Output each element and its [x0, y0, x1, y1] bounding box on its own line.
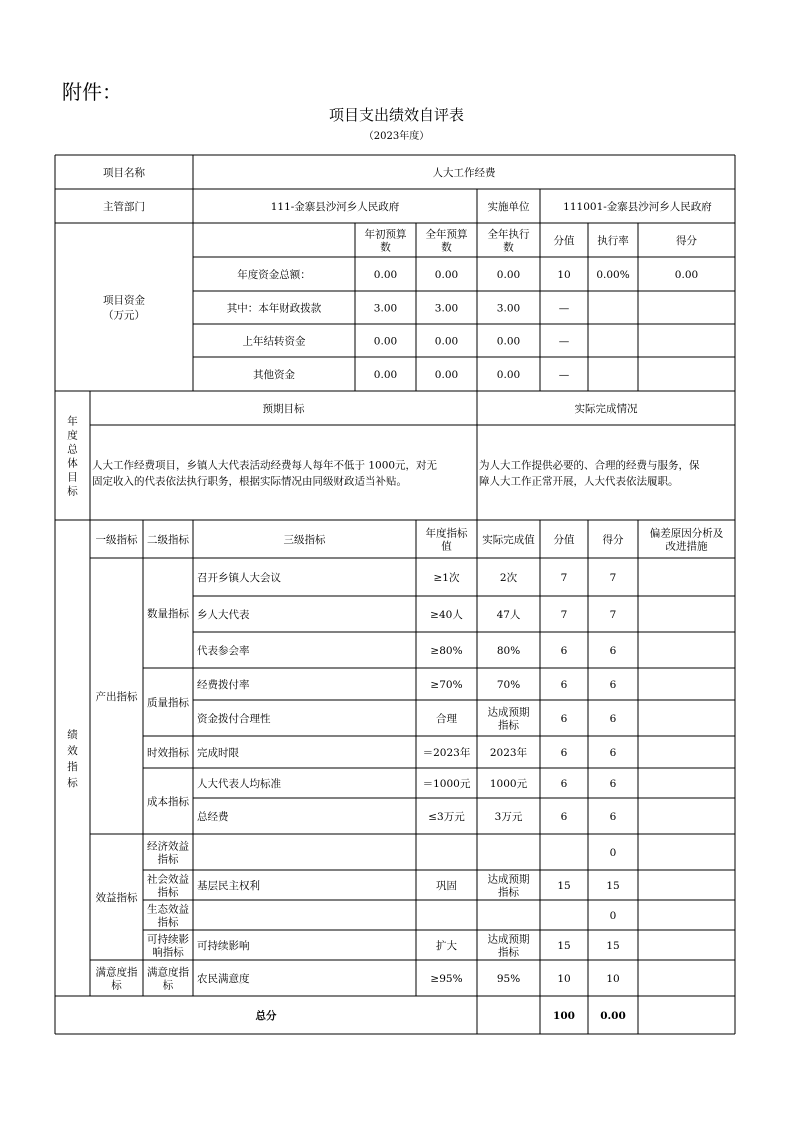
level1-output: 产出指标 [95, 691, 138, 703]
funds-row-full: 0.00 [434, 269, 459, 281]
unit-value: 111001-金寨县沙河乡人民政府 [563, 201, 712, 213]
goals-label: 度 [67, 429, 78, 442]
project-name-value: 人大工作经费 [432, 167, 496, 179]
indicator-score: 7 [560, 572, 568, 584]
indicator-score: 6 [560, 778, 568, 790]
indicator-points: 6 [609, 713, 617, 725]
level2-economic: 指标 [157, 853, 179, 866]
indicator-points: 15 [606, 940, 620, 952]
indicator-points: 7 [609, 609, 617, 621]
dept-value: 111-金寨县沙河乡人民政府 [270, 201, 400, 213]
indicator-name: 可持续影响 [197, 940, 250, 952]
level1-satisfaction: 标 [111, 979, 122, 992]
funds-row-score: 10 [557, 269, 571, 281]
indicator-actual: 3万元 [494, 811, 523, 823]
indicators-label: 指 [67, 761, 78, 773]
indicator-score: 7 [560, 609, 568, 621]
level2-quality: 质量指标 [147, 697, 189, 709]
level2-timeliness: 时效指标 [147, 747, 189, 759]
indicator-points: 10 [606, 973, 620, 985]
ind-header-level1: 一级指标 [95, 534, 138, 546]
level1-satisfaction: 满意度指 [95, 966, 138, 979]
indicator-score: 6 [560, 747, 568, 759]
indicator-points: 6 [609, 747, 617, 759]
indicator-target: 扩大 [436, 940, 457, 952]
indicator-actual: 1000元 [489, 778, 528, 790]
ind-header-level3: 三级指标 [283, 534, 326, 546]
dept-label: 主管部门 [103, 201, 145, 213]
goals-expected-text: 固定收入的代表依法执行职务，根据实际情况由同级财政适当补贴。 [92, 475, 407, 488]
total-points: 0.00 [600, 1010, 626, 1022]
funds-header-exec: 数 [503, 241, 514, 254]
indicator-name: 完成时限 [197, 747, 239, 759]
funds-row-initial: 0.00 [373, 269, 398, 281]
indicator-name: 代表参会率 [197, 645, 250, 657]
level2-economic: 经济效益 [147, 840, 189, 853]
ind-header-score: 分值 [553, 534, 575, 546]
page-title: 项目支出绩效自评表 [328, 106, 464, 124]
level2-sustainable: 响指标 [152, 946, 184, 959]
ind-header-target: 值 [441, 540, 452, 553]
indicator-points: 15 [606, 880, 620, 892]
unit-label: 实施单位 [487, 201, 530, 213]
indicator-actual: 达成预期 [487, 706, 530, 719]
funds-header-exec: 全年执行 [487, 228, 530, 241]
indicator-name: 总经费 [197, 811, 229, 823]
indicator-name: 基层民主权利 [197, 880, 260, 892]
funds-header-full: 全年预算 [425, 228, 468, 241]
indicator-points: 0 [609, 847, 617, 859]
level2-quantity: 数量指标 [147, 608, 189, 620]
indicator-actual: 80% [496, 645, 521, 657]
funds-header-initial: 年初预算 [364, 228, 407, 241]
indicator-actual: 70% [496, 679, 521, 691]
level2-ecological: 生态效益 [147, 903, 189, 916]
indicator-name: 人大代表人均标准 [197, 778, 281, 790]
indicator-points: 6 [609, 645, 617, 657]
funds-row-label: 其他资金 [253, 369, 295, 381]
indicator-target: 合理 [436, 713, 457, 725]
level2-ecological: 指标 [157, 916, 179, 929]
indicators-label: 效 [67, 745, 78, 757]
ind-header-analysis: 偏差原因分析及 [649, 527, 724, 540]
total-score: 100 [553, 1010, 575, 1022]
goals-label: 总 [67, 443, 78, 456]
level2-social: 社会效益 [147, 873, 189, 886]
indicator-score: 15 [557, 880, 571, 892]
indicator-name: 召开乡镇人大会议 [197, 572, 281, 584]
funds-row-initial: 3.00 [373, 302, 398, 315]
goals-label: 体 [67, 457, 78, 470]
indicator-actual: 2023年 [489, 747, 528, 759]
indicator-score: 6 [560, 645, 568, 657]
indicator-points: 7 [609, 572, 617, 584]
goals-label: 目 [67, 471, 78, 484]
indicators-label: 标 [67, 777, 78, 789]
goals-actual-text: 为人大工作提供必要的、合理的经费与服务，保 [479, 459, 700, 472]
funds-row-rate: 0.00% [596, 269, 630, 281]
funds-row-label: 其中：本年财政拨款 [226, 302, 322, 315]
ind-header-actual: 实际完成值 [482, 534, 535, 546]
funds-header-rate: 执行率 [597, 235, 629, 247]
indicator-points: 0 [609, 910, 617, 922]
funds-header-points: 得分 [676, 235, 697, 247]
indicator-points: 6 [609, 679, 617, 691]
indicator-target: ≥40人 [430, 609, 463, 621]
level1-benefit: 效益指标 [95, 892, 138, 904]
level2-cost: 成本指标 [147, 796, 189, 808]
indicator-name: 乡人大代表 [197, 609, 250, 621]
total-label: 总分 [255, 1010, 277, 1022]
goals-expected-text: 人大工作经费项目，乡镇人大代表活动经费每人每年不低于 1000元，对无 [92, 459, 438, 472]
funds-row-points: 0.00 [674, 269, 699, 281]
funds-row-initial: 0.00 [373, 369, 398, 381]
indicator-target: ≥80% [430, 645, 463, 657]
goals-label: 标 [67, 485, 78, 498]
indicator-actual: 达成预期 [487, 873, 530, 886]
funds-row-exec: 3.00 [496, 302, 521, 315]
funds-row-label: 上年结转资金 [242, 335, 306, 348]
page-subtitle-year: （2023年度） [363, 131, 430, 142]
indicators-label: 绩 [67, 729, 78, 741]
goals-actual-header: 实际完成情况 [574, 403, 638, 415]
funds-header-score: 分值 [553, 235, 575, 247]
funds-label: 项目资金 [103, 294, 145, 307]
funds-row-exec: 0.00 [496, 269, 521, 281]
indicator-name: 农民满意度 [197, 973, 250, 985]
ind-header-points: 得分 [602, 534, 624, 546]
indicator-target: ＝1000元 [422, 778, 471, 790]
indicator-score: 6 [560, 713, 568, 725]
project-name-label: 项目名称 [103, 167, 145, 179]
indicator-actual: 2次 [499, 572, 518, 584]
funds-row-score: — [558, 302, 570, 315]
indicator-name: 资金拨付合理性 [197, 713, 271, 725]
indicator-points: 6 [609, 778, 617, 790]
goals-expected-header: 预期目标 [262, 403, 305, 415]
indicator-target: ≥1次 [433, 572, 460, 584]
funds-header-full: 数 [441, 241, 452, 254]
indicator-actual: 指标 [498, 719, 519, 732]
funds-row-full: 0.00 [434, 335, 459, 348]
indicator-name: 经费拨付率 [197, 679, 250, 691]
indicator-actual: 指标 [498, 946, 519, 959]
funds-row-score: — [558, 369, 570, 381]
indicator-actual: 95% [496, 973, 521, 985]
indicator-target: ≥95% [430, 973, 463, 985]
funds-row-label: 年度资金总额： [237, 269, 311, 281]
indicator-target: ≤3万元 [428, 811, 465, 823]
indicator-target: ＝2023年 [422, 747, 471, 759]
attachment-label: 附件： [62, 80, 122, 104]
goals-label: 年 [67, 415, 78, 428]
funds-label: （万元） [103, 309, 145, 322]
indicator-points: 6 [609, 811, 617, 823]
level2-social: 指标 [157, 886, 179, 899]
indicator-score: 15 [557, 940, 571, 952]
funds-row-full: 3.00 [434, 302, 459, 315]
funds-row-initial: 0.00 [373, 335, 398, 348]
funds-row-exec: 0.00 [496, 335, 521, 348]
indicator-target: ≥70% [430, 679, 463, 691]
indicator-target: 巩固 [436, 880, 457, 892]
indicator-score: 10 [557, 973, 571, 985]
indicator-actual: 达成预期 [487, 933, 530, 946]
indicator-actual: 47人 [496, 609, 521, 621]
level2-satisfaction: 满意度指 [147, 966, 189, 979]
indicator-actual: 指标 [498, 886, 519, 899]
funds-row-score: — [558, 335, 570, 348]
funds-row-full: 0.00 [434, 369, 459, 381]
level2-satisfaction: 标 [162, 979, 174, 992]
indicator-score: 6 [560, 811, 568, 823]
goals-actual-text: 障人大工作正常开展，人大代表依法履职。 [479, 475, 679, 488]
ind-header-level2: 二级指标 [147, 534, 189, 546]
funds-row-exec: 0.00 [496, 369, 521, 381]
indicator-score: 6 [560, 679, 568, 691]
ind-header-analysis: 改进措施 [665, 540, 708, 553]
funds-header-initial: 数 [380, 241, 391, 254]
ind-header-target: 年度指标 [425, 527, 468, 540]
level2-sustainable: 可持续影 [147, 933, 189, 946]
